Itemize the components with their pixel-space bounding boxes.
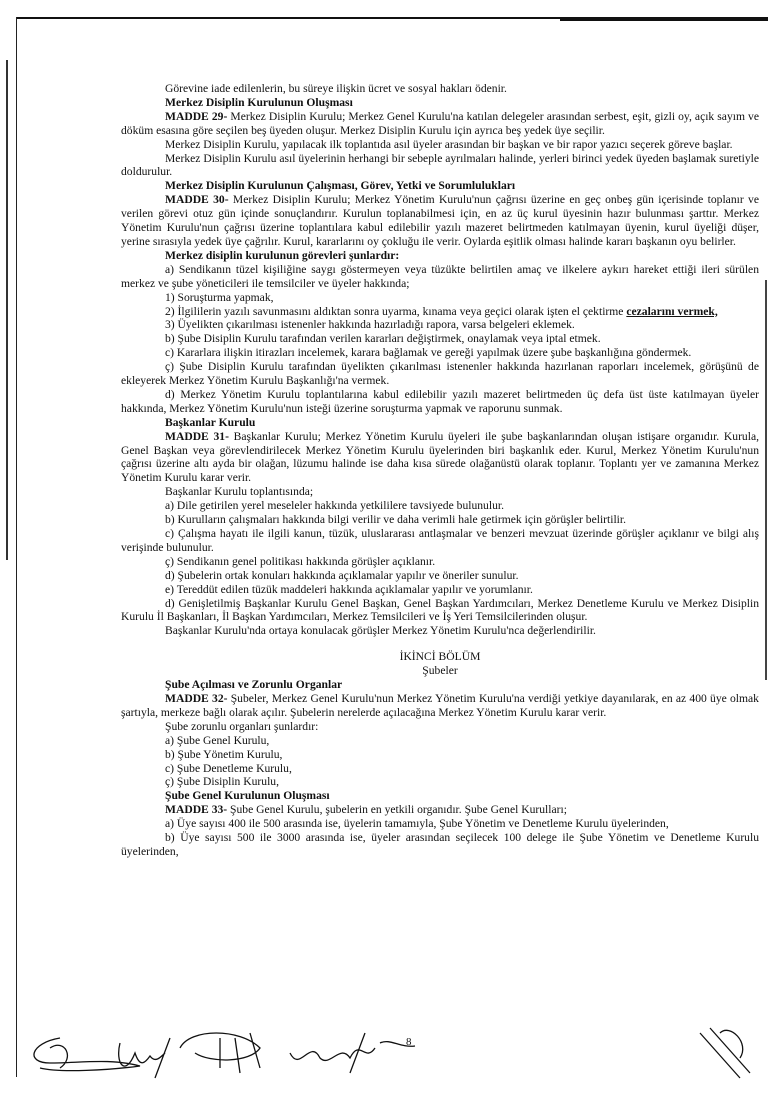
- page-border-top-thick: [560, 17, 768, 21]
- article-text: Merkez Disiplin Kurulu; Merkez Genel Kurulu'na katılan delegeler arasından serbest, eşit, gizli oy, açık sayım ve döküm esasına göre seçilen beş üyeden oluşur. Merkez Disiplin Kurulu için ayrıca beş yedek üye seçilir.: [121, 109, 759, 137]
- list-item: ç) Sendikanın genel politikası hakkında görüşler açıklanır.: [165, 554, 436, 568]
- section-heading: Başkanlar Kurulu: [165, 415, 256, 429]
- section-heading: Merkez disiplin kurulunun görevleri şunlardır:: [165, 248, 400, 262]
- article-30: [121, 193, 759, 249]
- list-item: 3) Üyelikten çıkarılması istenenler hakkında hazırladığı rapora, varsa belgeleri eklemek.: [165, 318, 575, 332]
- list-item: d) Genişletilmiş Başkanlar Kurulu Genel Başkan, Genel Başkan Yardımcıları, Merkez Denetleme Kurulu ve Merkez Disiplin Kurulu İl Başkanları, İl Başkan Yardımcıları, Merkez Temsilcileri ve İş Yeri Temsilcilerinden oluşur.: [121, 596, 759, 624]
- article-29: [121, 110, 759, 138]
- paragraph: Merkez Disiplin Kurulu asıl üyelerinin herhangi bir sebeple ayrılmaları halinde, yerleri birinci yedek üyeden başlamak suretiyle doldurulur.: [121, 151, 759, 179]
- section-heading: Şube Genel Kurulunun Oluşması: [165, 789, 330, 803]
- list-item: b) Şube Yönetim Kurulu,: [165, 747, 283, 761]
- list-item: a) Dile getirilen yerel meseleler hakkında yetkililere tavsiyede bulunulur.: [165, 499, 504, 513]
- list-item: ç) Şube Disiplin Kurulu,: [165, 775, 279, 789]
- list-item: 1) Soruşturma yapmak,: [165, 290, 274, 304]
- page-number: 8: [406, 1036, 412, 1048]
- list-item-text: 2) İlgililerin yazılı savunmasını aldıktan sonra uyarma, kınama veya geçici olarak işten el çektirme: [165, 304, 627, 318]
- signature-4: [290, 1033, 415, 1073]
- scan-edge-right: [765, 280, 767, 680]
- article-32: [121, 692, 759, 720]
- section-heading: Şube Açılması ve Zorunlu Organlar: [165, 678, 343, 692]
- list-item: [121, 305, 759, 319]
- list-item: ç) Şube Disiplin Kurulu tarafından üyelikten çıkarılması istenenler hakkında hazırlanan raporları incelemek, görüşünü de ekleyerek Merkez Yönetim Kurulu Başkanlığı'na vermek.: [121, 360, 759, 388]
- article-text: Şube Genel Kurulu, şubelerin en yetkili organıdır. Şube Genel Kurulları;: [227, 803, 567, 817]
- list-item: a) Üye sayısı 400 ile 500 arasında ise, üyelerin tamamıyla, Şube Yönetim ve Denetleme Kurulu üyelerinden,: [165, 817, 669, 831]
- article-label: MADDE 31-: [165, 429, 229, 443]
- signature-2: [119, 1038, 170, 1078]
- article-label: MADDE 29-: [165, 109, 228, 123]
- list-item: d) Merkez Yönetim Kurulu toplantılarına kabul edilebilir yazılı mazeret belirtmeden üç defa üst üste katılmayan üyeler hakkında, Merkez Yönetim Kurulu'nun isteği üzerine soruşturma yapmak ve raporunu sunmak.: [121, 387, 759, 415]
- list-item: a) Sendikanın tüzel kişiliğine saygı göstermeyen veya tüzükte belirtilen amaç ve ilkelere aykırı hareket ettiği ileri sürülen merkez ve şube yöneticileri ile temsilciler ve üyeler hakkında;: [121, 262, 759, 290]
- list-item: c) Kararlara ilişkin itirazları incelemek, karara bağlamak ve gereği yapılmak üzere şube başkanlığına göndermek.: [165, 346, 692, 360]
- article-text: Şubeler, Merkez Genel Kurulu'nun Merkez Yönetim Kurulu'na verdiği yetkiye dayanılarak, en az 400 üye olmak şartıyla, merkeze bağlı olarak açılır. Şubelerin nerelerde açılacağına Merkez Yönetim Kurulu karar verir.: [121, 691, 759, 719]
- paragraph: Merkez Disiplin Kurulu, yapılacak ilk toplantıda asıl üyeler arasından bir başkan ve bir rapor yazıcı seçerek göreve başlar.: [165, 137, 733, 151]
- list-item: c) Çalışma hayatı ile ilgili kanun, tüzük, uluslararası antlaşmalar ve benzeri mevzuat üzerinde görüşler açıklanır ve bilgi alış verişinde bulunulur.: [121, 527, 759, 554]
- article-text: Başkanlar Kurulu; Merkez Yönetim Kurulu üyeleri ile şube başkanlarından oluşan istişare organıdır. Kurula, Genel Başkan veya görevlendirilecek Merkez Yönetim Kurulu üyelerinden biri başkanlık eder. Kurul, Merkez Yönetim Kurulu'nun çağrısı üzerine altı ayda bir olağan, lüzumu halinde ise daha kısa sürede olağanüstü olarak toplanır. Toplantı yer ve zamanına Merkez Yönetim Kurulu karar verir.: [121, 429, 759, 485]
- article-label: MADDE 33-: [165, 803, 228, 817]
- list-item: d) Şubelerin ortak konuları hakkında açıklamalar yapılır ve öneriler sunulur.: [165, 568, 519, 582]
- page-border-left: [16, 17, 17, 1077]
- list-item: a) Şube Genel Kurulu,: [165, 733, 270, 747]
- underlined-text: cezalarını vermek,: [626, 304, 718, 318]
- paragraph: Şube zorunlu organları şunlardır:: [165, 719, 319, 733]
- list-item: b) Kurulların çalışmaları hakkında bilgi verilir ve daha verimli hale getirmek için görüşler belirtilir.: [165, 513, 627, 527]
- article-31: [121, 430, 759, 486]
- chapter-title: İKİNCİ BÖLÜM: [399, 650, 481, 664]
- list-item: b) Şube Disiplin Kurulu tarafından verilen kararları değiştirmek, onaylamak veya iptal etmek.: [165, 332, 601, 346]
- paragraph: Başkanlar Kurulu'nda ortaya konulacak görüşler Merkez Yönetim Kurulu'nca değerlendirilir.: [165, 624, 596, 638]
- paragraph: Başkanlar Kurulu toplantısında;: [165, 485, 314, 499]
- scan-edge-left: [6, 60, 8, 560]
- paragraph: Görevine iade edilenlerin, bu süreye ilişkin ücret ve sosyal hakları ödenir.: [165, 82, 507, 95]
- document-body: [121, 82, 759, 859]
- article-text: Merkez Disiplin Kurulu; Merkez Yönetim Kurulu'nun çağrısı üzerine en geç onbeş gün içerisinde toplanır ve verilen görevi otuz gün içinde sonuçlandırır. Kurulun toplanabilmesi için, en az üç kurul üyesinin hazır bulunması şarttır. Merkez Yönetim Kurulu'nun çağrısı üzerine toplantılara kabul edilebilir yazılı mazeret belirtmeden katılmayan üyenin, kurul üyeliği düşer, yerine sırasıyla yedek üye çağrılır. Kurul, kararlarını oy çokluğu ile verir. Oylarda eşitlik olması halinde kararı başkanın oyu belirler.: [121, 193, 759, 248]
- list-item: c) Şube Denetleme Kurulu,: [165, 761, 292, 775]
- section-heading: Merkez Disiplin Kurulunun Çalışması, Görev, Yetki ve Sorumlulukları: [165, 179, 516, 193]
- list-item: b) Üye sayısı 500 ile 3000 arasında ise, üyeler arasından seçilecek 100 delege ile Şube Yönetim ve Denetleme Kurulu üyelerinden,: [121, 831, 759, 858]
- list-item: e) Tereddüt edilen tüzük maddeleri hakkında açıklamalar yapılır ve yorumlanır.: [165, 582, 533, 596]
- article-label: MADDE 30-: [165, 193, 229, 207]
- section-heading: Merkez Disiplin Kurulunun Oluşması: [165, 95, 353, 109]
- signatures: [20, 1018, 760, 1088]
- article-33: [121, 803, 759, 817]
- signature-5: [700, 1028, 750, 1078]
- article-label: MADDE 32-: [165, 691, 228, 705]
- signature-3: [180, 1033, 260, 1073]
- chapter-subtitle: Şubeler: [422, 664, 458, 678]
